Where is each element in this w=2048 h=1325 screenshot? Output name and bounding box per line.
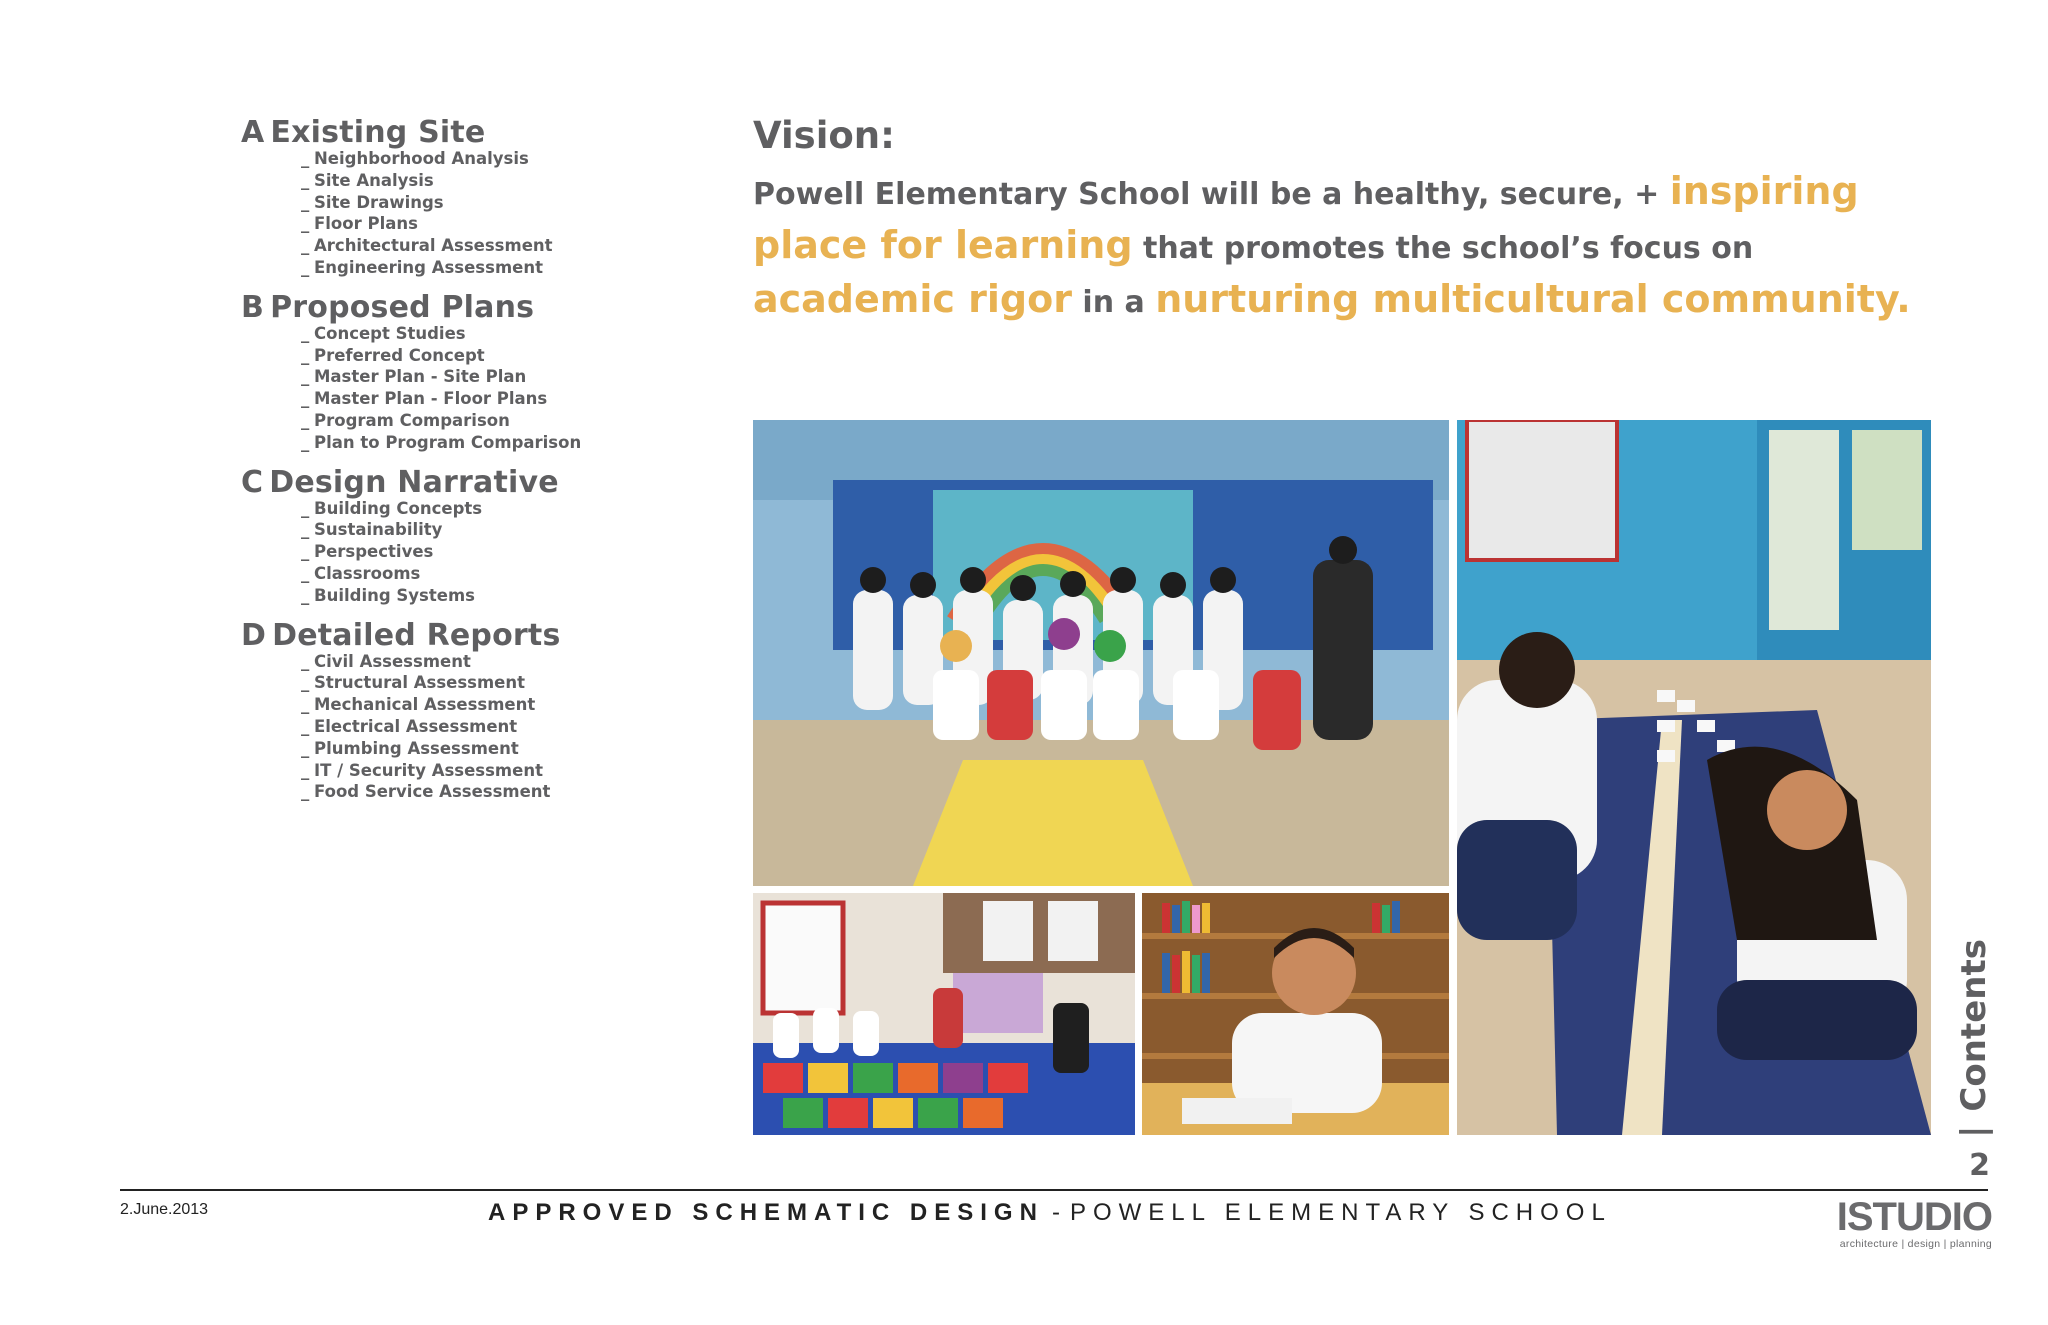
photo-rug-circle — [753, 893, 1135, 1135]
vision-highlight: nurturing multicultural community. — [1155, 277, 1911, 321]
toc-item-label: Program Comparison — [314, 410, 510, 430]
toc-item-dash: _ — [301, 520, 310, 540]
toc-item — [301, 694, 711, 716]
toc-section-letter: B — [241, 289, 265, 325]
toc-item-dash: _ — [301, 498, 310, 518]
toc-section-heading — [241, 617, 711, 655]
photo-library-boy — [1142, 893, 1449, 1135]
toc-item-dash: _ — [301, 695, 310, 715]
toc-item-label: Floor Plans — [314, 214, 418, 234]
toc-item — [301, 585, 711, 607]
toc-item-list — [301, 651, 711, 804]
toc-item — [301, 519, 711, 541]
table-of-contents — [241, 114, 711, 813]
photo-floor-activity — [1457, 420, 1931, 1135]
photo-class-group — [753, 420, 1449, 886]
toc-item-label: Sustainability — [314, 520, 443, 540]
toc-item-label: Plan to Program Comparison — [314, 432, 582, 452]
toc-section — [241, 289, 711, 454]
toc-section — [241, 464, 711, 607]
toc-section-title: Proposed Plans — [270, 289, 535, 325]
toc-item-list — [301, 148, 711, 279]
toc-item-dash: _ — [301, 585, 310, 605]
toc-section-title: Design Narrative — [269, 464, 559, 500]
toc-item-label: Mechanical Assessment — [314, 695, 536, 715]
footer-date: 2.June.2013 — [120, 1201, 209, 1218]
toc-item-label: Structural Assessment — [314, 673, 526, 693]
side-label-text: Contents — [1954, 939, 1994, 1112]
toc-section-letter: A — [241, 115, 265, 150]
footer-title-strong: APPROVED SCHEMATIC DESIGN — [488, 1199, 1044, 1226]
toc-section-heading — [241, 114, 711, 152]
footer-title — [488, 1199, 1612, 1227]
vision-highlight: inspiring place for learning — [753, 169, 1859, 267]
vision-text-part: Powell Elementary School will be a healthy, secure, + — [753, 177, 1670, 212]
toc-item-dash: _ — [301, 542, 310, 562]
toc-item-label: Food Service Assessment — [314, 782, 551, 802]
toc-section-heading — [241, 464, 711, 502]
toc-item — [301, 781, 711, 803]
toc-item — [301, 257, 711, 279]
toc-item-dash: _ — [301, 345, 310, 365]
toc-item-dash: _ — [301, 257, 310, 277]
toc-item — [301, 563, 711, 585]
toc-item-dash: _ — [301, 149, 310, 168]
toc-item-label: Building Concepts — [314, 498, 483, 518]
toc-item-dash: _ — [301, 651, 310, 671]
toc-item-label: Building Systems — [314, 585, 475, 605]
vision-statement — [753, 166, 1913, 328]
toc-item — [301, 388, 711, 410]
toc-item-label: IT / Security Assessment — [314, 760, 543, 780]
toc-item — [301, 716, 711, 738]
toc-section — [241, 617, 711, 804]
toc-item — [301, 345, 711, 367]
toc-item-label: Preferred Concept — [314, 345, 485, 365]
toc-item — [301, 760, 711, 782]
toc-item-dash: _ — [301, 192, 310, 212]
toc-item-dash: _ — [301, 410, 310, 430]
toc-item-dash: _ — [301, 563, 310, 583]
toc-item-label: Master Plan - Floor Plans — [314, 389, 548, 409]
toc-item-dash: _ — [301, 367, 310, 387]
toc-item — [301, 366, 711, 388]
toc-item — [301, 192, 711, 214]
vision-text-part: that promotes the school’s focus on — [1132, 231, 1754, 266]
side-label-bar: | — [1954, 1125, 1994, 1138]
toc-section — [241, 114, 711, 279]
toc-item-dash: _ — [301, 236, 310, 256]
toc-item-label: Engineering Assessment — [314, 257, 543, 277]
toc-item — [301, 213, 711, 235]
toc-item-dash: _ — [301, 170, 310, 190]
toc-item-dash: _ — [301, 389, 310, 409]
toc-item-dash: _ — [301, 323, 310, 343]
vision-highlight: academic rigor — [753, 277, 1072, 321]
toc-section-letter: C — [241, 464, 264, 500]
toc-item — [301, 170, 711, 192]
toc-item-dash: _ — [301, 738, 310, 758]
toc-item-dash: _ — [301, 760, 310, 780]
toc-item — [301, 148, 711, 170]
toc-item-label: Site Analysis — [314, 170, 434, 190]
toc-item-dash: _ — [301, 716, 310, 736]
toc-item-label: Architectural Assessment — [314, 236, 553, 256]
toc-item-dash: _ — [301, 214, 310, 234]
toc-item-label: Civil Assessment — [314, 651, 471, 671]
toc-item — [301, 738, 711, 760]
toc-section-heading — [241, 289, 711, 327]
footer-divider — [120, 1189, 1988, 1191]
toc-item — [301, 672, 711, 694]
footer-title-separator: - — [1051, 1199, 1062, 1226]
toc-item-label: Classrooms — [314, 563, 421, 583]
toc-item-list — [301, 498, 711, 607]
toc-item — [301, 235, 711, 257]
toc-item — [301, 432, 711, 454]
section-side-label — [1944, 939, 2048, 1138]
vision-text-part: in a — [1071, 285, 1156, 320]
page-number: 2 — [1969, 1148, 1990, 1183]
logo-name: ISTUDIO — [1836, 1195, 1992, 1239]
toc-item-list — [301, 323, 711, 454]
toc-section-title: Detailed Reports — [272, 617, 561, 653]
toc-item-label: Master Plan - Site Plan — [314, 367, 527, 387]
vision-label: Vision: — [753, 114, 895, 157]
vision-block — [753, 112, 1913, 328]
toc-section-title: Existing Site — [270, 115, 486, 150]
toc-item-label: Site Drawings — [314, 192, 444, 212]
toc-item-label: Perspectives — [314, 542, 434, 562]
toc-item — [301, 541, 711, 563]
toc-item-label: Concept Studies — [314, 323, 466, 343]
toc-item-dash: _ — [301, 782, 310, 802]
istudio-logo — [1832, 1196, 1992, 1250]
toc-item-label: Electrical Assessment — [314, 716, 518, 736]
toc-item-dash: _ — [301, 673, 310, 693]
toc-item — [301, 410, 711, 432]
toc-item-dash: _ — [301, 432, 310, 452]
toc-item-label: Plumbing Assessment — [314, 738, 519, 758]
footer-title-rest: POWELL ELEMENTARY SCHOOL — [1069, 1199, 1612, 1226]
toc-section-letter: D — [241, 617, 267, 653]
toc-item-label: Neighborhood Analysis — [314, 149, 529, 168]
logo-tagline: architecture | design | planning — [1839, 1238, 1992, 1250]
